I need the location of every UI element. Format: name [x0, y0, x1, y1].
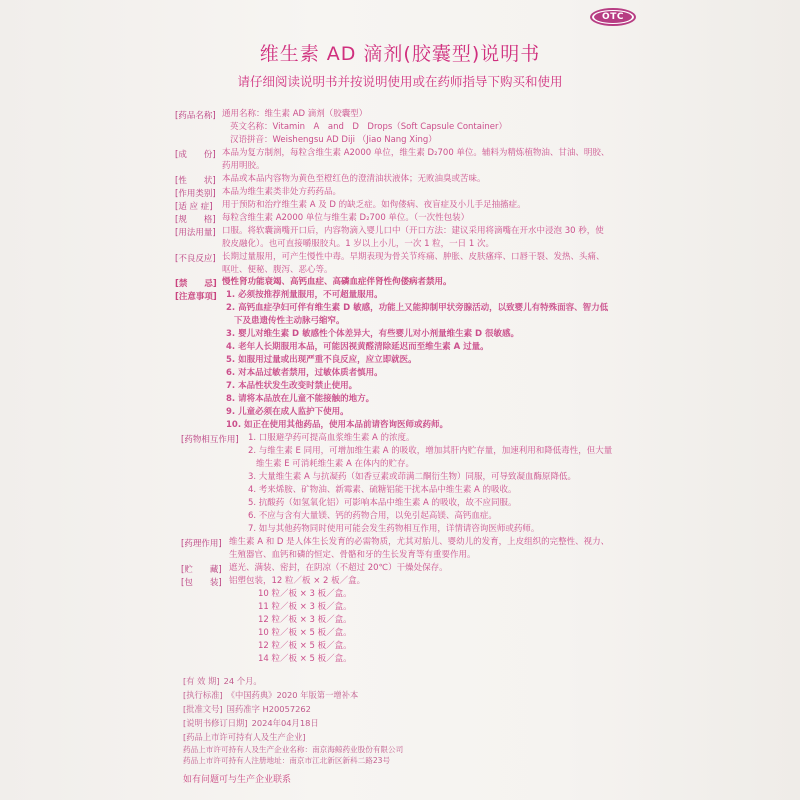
english-name: 英文名称：Vitamin A and D Drops（Soft Capsule Container） — [230, 122, 507, 132]
document-title: 维生素 AD 滴剂(胶囊型)说明书 — [259, 43, 541, 65]
pharm-line-1: 维生素 A 和 D 是人体生长发育的必需物质，尤其对胎儿、婴幼儿的发育，上皮组织的完整性、视力、 — [229, 537, 610, 547]
otc-badge — [590, 8, 636, 26]
composition-line-1: 本品为复方制剂，每粒含维生素 A2000 单位，维生素 D₂700 单位。辅料为精炼植物油、甘油、明胶、 — [222, 148, 610, 158]
company-line: 药品上市许可持有人注册地址：南京市江北新区新科二路23号 — [183, 756, 391, 765]
pharm-label: [药理作用] — [181, 539, 222, 549]
storage-label: [贮 藏] — [181, 565, 222, 575]
approval-row — [183, 703, 311, 715]
adverse-line-1: 长期过量服用，可产生慢性中毒。早期表现为骨关节疼痛、肿胀、皮肤瘙痒、口唇干裂、发热、头痛、 — [222, 252, 605, 262]
package-item: 11 粒／板 × 3 板／盒。 — [258, 602, 352, 612]
standard-label: [执行标准] — [183, 690, 223, 700]
usage-label: [用法用量] — [175, 228, 216, 238]
document-subtitle: 请仔细阅读说明书并按说明使用或在药师指导下购买和使用 — [237, 74, 563, 89]
note-item: 2. 高钙血症孕妇可伴有维生素 D 敏感，功能上又能抑制甲状旁腺活动，以致婴儿有特殊面容、智力低 — [226, 303, 609, 313]
otc-label: OTC — [594, 11, 632, 23]
generic-name: 通用名称：维生素 AD 滴剂（胶囊型） — [222, 109, 368, 119]
revision-text: 2024年04月18日 — [251, 718, 319, 728]
indication-label: [适 应 症] — [175, 202, 213, 212]
note-item: 7. 本品性状发生改变时禁止使用。 — [226, 381, 358, 391]
note-item: 4. 老年人长期服用本品，可能因视黄醛清除延迟而至维生素 A 过量。 — [226, 342, 489, 352]
validity-text: 24 个月。 — [223, 676, 262, 686]
indication-text: 用于预防和治疗维生素 A 及 D 的缺乏症。如佝偻病、夜盲症及小儿手足抽搐症。 — [222, 200, 526, 210]
note-item: 10. 如正在使用其他药品，使用本品前请咨询医师或药师。 — [226, 420, 449, 430]
note-item: 5. 如服用过量或出现严重不良反应，应立即就医。 — [226, 355, 417, 365]
revision-row — [183, 717, 319, 729]
interaction-item: 3. 大量维生素 A 与抗凝药（如香豆素或茚满二酮衍生物）同服，可导致凝血酶原降低。 — [248, 472, 577, 482]
spec-label: [规 格] — [175, 215, 216, 225]
spec-text: 每粒含维生素 A2000 单位与维生素 D₂700 单位。（一次性包装） — [222, 213, 470, 223]
package-item: 14 粒／板 × 5 板／盒。 — [258, 654, 352, 664]
revision-label: [说明书修订日期] — [183, 718, 248, 728]
package-item: 10 粒／板 × 5 板／盒。 — [258, 628, 352, 638]
package-label: [包 装] — [181, 578, 222, 588]
note-item: 6. 对本品过敏者禁用，过敏体质者慎用。 — [226, 368, 383, 378]
interaction-item: 维生素 E 可消耗维生素 A 在体内的贮存。 — [256, 459, 414, 469]
company-label: [药品上市许可持有人及生产企业] — [183, 732, 306, 742]
usage-line-1: 口服。将软囊滴嘴开口后，内容物滴入婴儿口中（开口方法：建议采用将滴嘴在开水中浸泡 30 秒，使 — [222, 226, 604, 236]
interaction-item: 5. 抗酸药（如氢氧化铝）可影响本品中维生素 A 的吸收，故不应同服。 — [248, 498, 517, 508]
note-item: 9. 儿童必须在成人监护下使用。 — [226, 407, 349, 417]
contra-text: 慢性肾功能衰竭、高钙血症、高磷血症伴肾性佝偻病者禁用。 — [222, 277, 452, 287]
package-item: 10 粒／板 × 3 板／盒。 — [258, 589, 352, 599]
pinyin-name: 汉语拼音：Weishengsu AD Diji （Jiao Nang Xing） — [230, 135, 437, 145]
category-text: 本品为维生素类非处方药药品。 — [222, 187, 342, 197]
approval-label: [批准文号] — [183, 704, 223, 714]
character-text: 本品或本品内容物为黄色至橙红色的澄清油状液体；无败油臭或苦味。 — [222, 174, 486, 184]
notes-label: [注意事项] — [175, 292, 217, 302]
validity-label: [有 效 期] — [183, 676, 220, 686]
standard-text: 《中国药典》2020 年版第一增补本 — [226, 690, 359, 700]
pharm-line-2: 生殖器官、血钙和磷的恒定、骨骼和牙的生长发育等有重要作用。 — [229, 550, 476, 560]
package-item: 12 粒／板 × 5 板／盒。 — [258, 641, 352, 651]
standard-row — [183, 689, 358, 701]
character-label: [性 状] — [175, 176, 216, 186]
company-line: 药品上市许可持有人及生产企业名称：南京海鲸药业股份有限公司 — [183, 745, 404, 754]
note-item: 3. 婴儿对维生素 D 敏感性个体差异大，有些婴儿对小剂量维生素 D 很敏感。 — [226, 329, 520, 339]
contact-footer: 如有问题可与生产企业联系 — [183, 775, 292, 785]
approval-text: 国药准字 H20057262 — [226, 704, 311, 714]
composition-line-2: 药用明胶。 — [222, 161, 265, 171]
interaction-item: 1. 口服避孕药可提高血浆维生素 A 的浓度。 — [248, 433, 415, 443]
package-item: 铝塑包装，12 粒／板 × 2 板／盒。 — [229, 576, 366, 586]
validity-row — [183, 675, 262, 687]
package-item: 12 粒／板 × 3 板／盒。 — [258, 615, 352, 625]
interaction-item: 6. 不应与含有大量镁、钙的药物合用，以免引起高镁、高钙血症。 — [248, 511, 497, 521]
contra-label: [禁 忌] — [175, 279, 217, 289]
interaction-item: 4. 考来烯胺、矿物油、新霉素、硫糖铝能干扰本品中维生素 A 的吸收。 — [248, 485, 517, 495]
composition-label: [成 份] — [175, 150, 216, 160]
interaction-item: 7. 如与其他药物同时使用可能会发生药物相互作用，详情请咨询医师或药师。 — [248, 524, 540, 534]
storage-text: 遮光、满装、密封，在阴凉（不超过 20℃）干燥处保存。 — [229, 563, 448, 573]
interaction-item: 2. 与维生素 E 同用，可增加维生素 A 的吸收，增加其肝内贮存量，加速利用和降低毒性，但大量 — [248, 446, 613, 456]
adverse-label: [不良反应] — [175, 254, 216, 264]
usage-line-2: 胶皮融化）。也可直接嚼服胶丸。1 岁以上小儿，一次 1 粒，一日 1 次。 — [222, 239, 494, 249]
name-label: [药品名称] — [175, 111, 216, 121]
note-item: 1. 必须按推荐剂量服用，不可超量服用。 — [226, 290, 383, 300]
category-label: [作用类别] — [175, 189, 216, 199]
note-item: 8. 请将本品放在儿童不能接触的地方。 — [226, 394, 375, 404]
note-item: 下及患遗传性主动脉弓缩窄。 — [234, 316, 345, 326]
interaction-label: [药物相互作用] — [181, 435, 239, 445]
adverse-line-2: 呕吐、便秘、腹泻、恶心等。 — [222, 265, 333, 275]
